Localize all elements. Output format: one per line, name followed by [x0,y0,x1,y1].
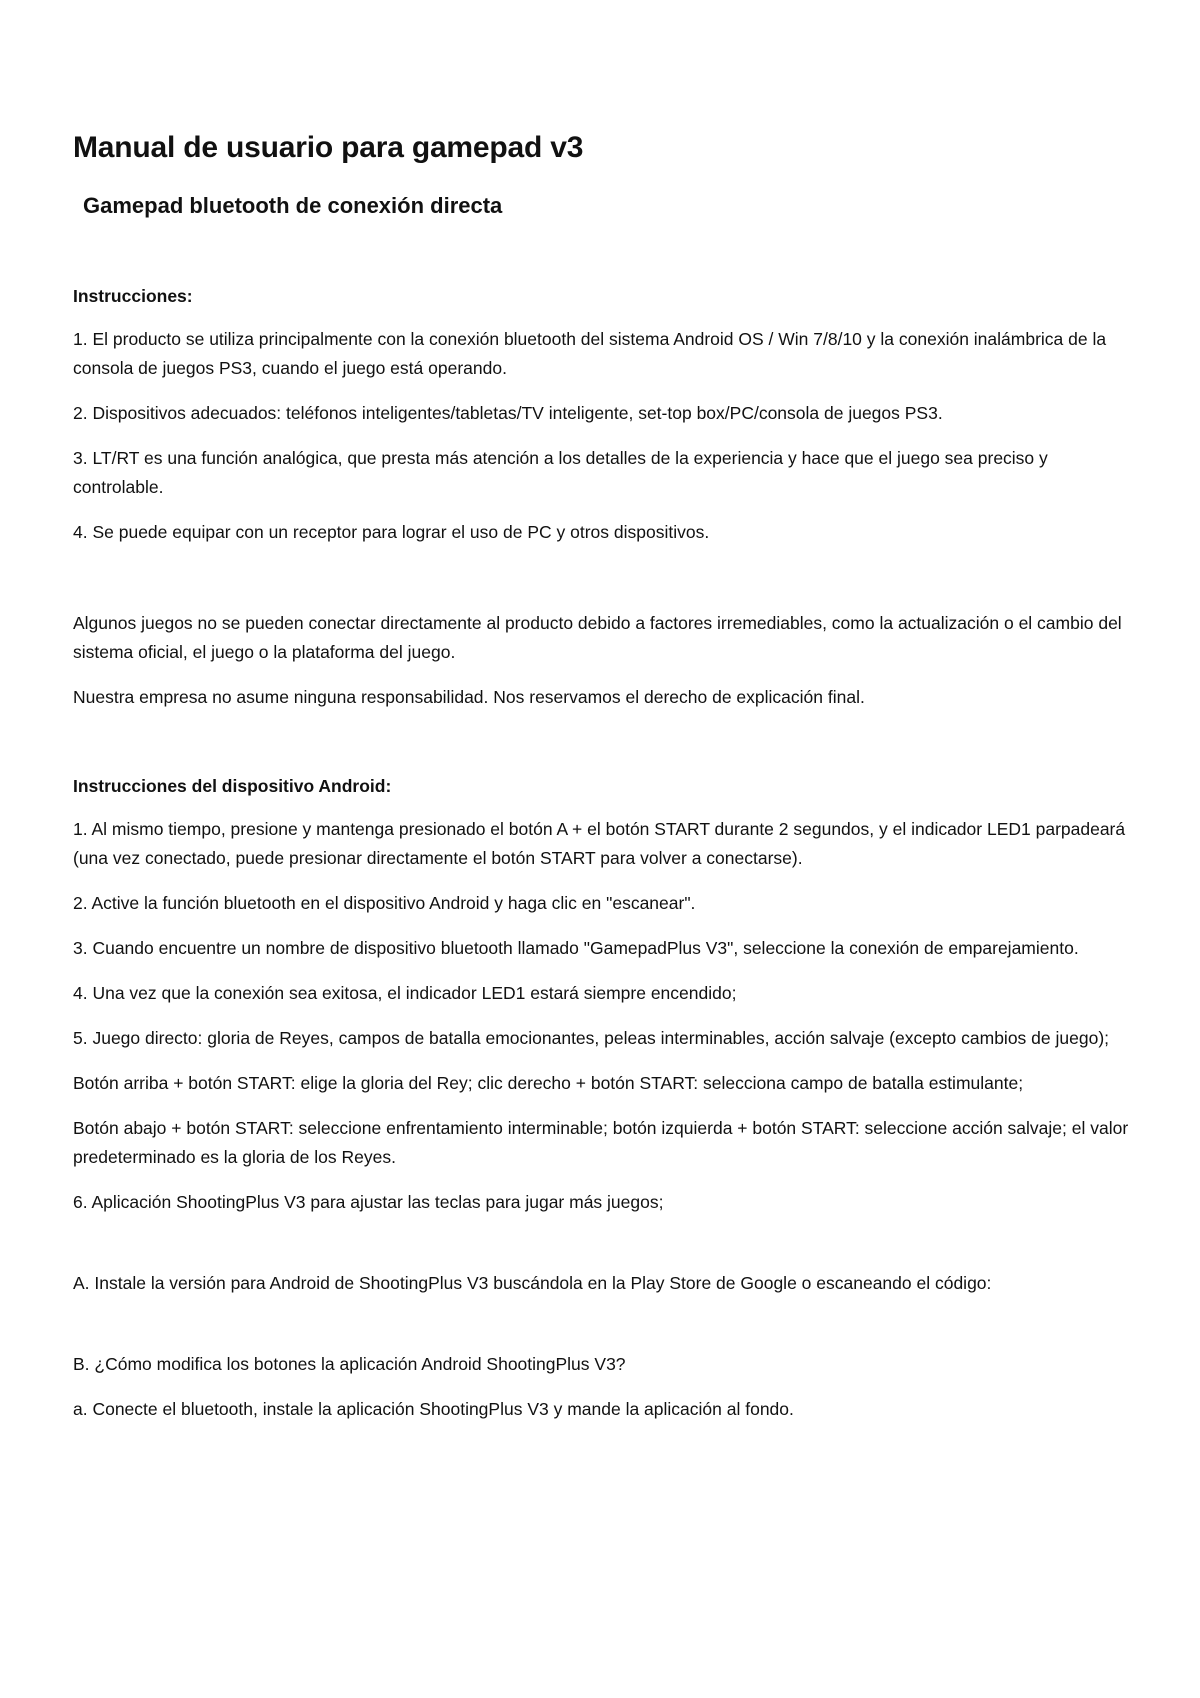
android-item: 3. Cuando encuentre un nombre de dispositivo bluetooth llamado "GamepadPlus V3", seleccione la conexión de emparejamiento. [73,938,1079,958]
spacer [73,1233,1133,1269]
instruction-item: 3. LT/RT es una función analógica, que presta más atención a los detalles de la experiencia y hace que el juego sea preciso y controlable. [73,448,1048,497]
spacer [73,728,1133,772]
android-item: 5. Juego directo: gloria de Reyes, campos de batalla emocionantes, peleas interminables, acción salvaje (excepto cambios de juego); [73,1028,1110,1048]
instruction-item: 1. El producto se utiliza principalmente con la conexión bluetooth del sistema Android OS / Win 7/8/10 y la conexión inalámbrica de la consola de juegos PS3, cuando el juego está operando. [73,329,1107,378]
spacer [73,1314,1133,1350]
android-item: 6. Aplicación ShootingPlus V3 para ajustar las teclas para jugar más juegos; [73,1192,664,1212]
notice-paragraph: Nuestra empresa no asume ninguna responsabilidad. Nos reservamos el derecho de explicación final. [73,687,865,707]
instructions-heading: Instrucciones: [73,286,193,306]
android-item: Botón arriba + botón START: elige la gloria del Rey; clic derecho + botón START: selecciona campo de batalla estimulante; [73,1073,1024,1093]
android-item: 1. Al mismo tiempo, presione y mantenga presionado el botón A + el botón START durante 2 segundos, y el indicador LED1 parpadeará (una vez conectado, puede presionar directamente el botón START para volver a conectarse). [73,819,1126,868]
instruction-item: 4. Se puede equipar con un receptor para lograr el uso de PC y otros dispositivos. [73,522,710,542]
android-item: Botón abajo + botón START: seleccione enfrentamiento interminable; botón izquierda + botón START: seleccione acción salvaje; el valor predeterminado es la gloria de los Reyes. [73,1118,1129,1167]
android-heading: Instrucciones del dispositivo Android: [73,776,392,796]
step-b-sub-a: a. Conecte el bluetooth, instale la aplicación ShootingPlus V3 y mande la aplicación al fondo. [73,1399,794,1419]
step-b: B. ¿Cómo modifica los botones la aplicación Android ShootingPlus V3? [73,1354,626,1374]
instruction-item: 2. Dispositivos adecuados: teléfonos inteligentes/tabletas/TV inteligente, set-top box/PC/consola de juegos PS3. [73,403,943,423]
document-title: Manual de usuario para gamepad v3 [73,131,584,164]
android-item: 2. Active la función bluetooth en el dispositivo Android y haga clic en "escanear". [73,893,696,913]
document-page [73,130,1133,1440]
step-a: A. Instale la versión para Android de ShootingPlus V3 buscándola en la Play Store de Google o escaneando el código: [73,1273,992,1293]
document-subtitle: Gamepad bluetooth de conexión directa [83,193,503,218]
spacer [73,563,1133,609]
notice-paragraph: Algunos juegos no se pueden conectar directamente al producto debido a factores irremediables, como la actualización o el cambio del sistema oficial, el juego o la plataforma del juego. [73,613,1122,662]
android-item: 4. Una vez que la conexión sea exitosa, el indicador LED1 estará siempre encendido; [73,983,737,1003]
